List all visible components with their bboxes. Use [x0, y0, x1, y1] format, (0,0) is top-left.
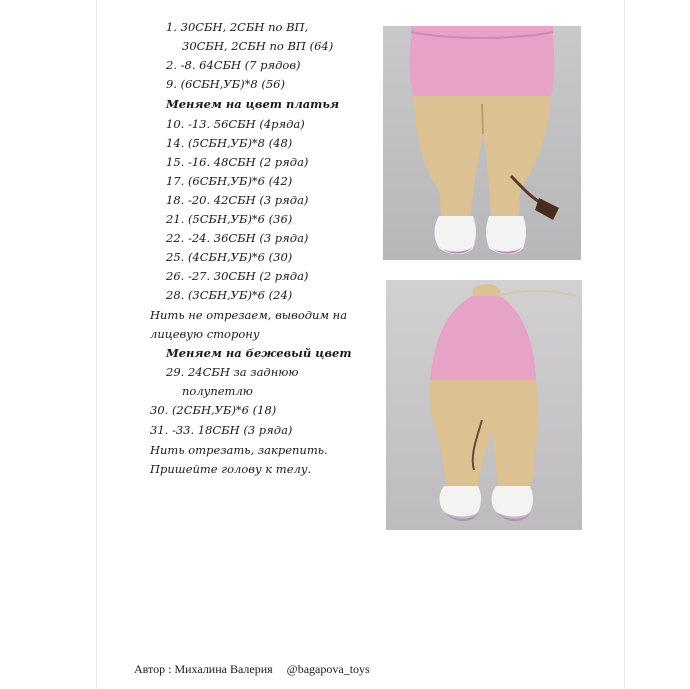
- pattern-line: лицевую сторону: [150, 327, 260, 341]
- pattern-line: 21. (5СБН,УБ)*6 (36): [166, 212, 293, 226]
- author-name: Автор : Михалина Валерия: [134, 662, 273, 676]
- pattern-line: Пришейте голову к телу.: [150, 462, 312, 476]
- author-credit: [134, 662, 370, 677]
- pattern-heading: Меняем на бежевый цвет: [166, 346, 352, 360]
- pattern-line: 30. (2СБН,УБ)*6 (18): [150, 403, 277, 417]
- pattern-line: 29. 24СБН за заднюю: [166, 365, 299, 379]
- pattern-line: 22. -24. 36СБН (3 ряда): [166, 231, 309, 245]
- pattern-line: 14. (5СБН,УБ)*8 (48): [166, 136, 293, 150]
- pattern-line: 17. (6СБН,УБ)*6 (42): [166, 174, 293, 188]
- pattern-line: 2. -8. 64СБН (7 рядов): [166, 58, 301, 72]
- pattern-line: 15. -16. 48СБН (2 ряда): [166, 155, 309, 169]
- pattern-line: 30СБН, 2СБН по ВП (64): [182, 39, 334, 53]
- pattern-line: Нить не отрезаем, выводим на: [150, 308, 348, 322]
- page-left-margin: [0, 0, 97, 689]
- pattern-line: 28. (3СБН,УБ)*6 (24): [166, 288, 293, 302]
- author-handle: @bagapova_toys: [286, 662, 370, 676]
- pattern-line: 31. -33. 18СБН (3 ряда): [150, 423, 293, 437]
- pattern-line: Нить отрезать, закрепить.: [150, 443, 328, 457]
- pattern-line: 18. -20. 42СБН (3 ряда): [166, 193, 309, 207]
- pattern-line: 1. 30СБН, 2СБН по ВП,: [166, 20, 309, 34]
- doll-body-side-photo: [386, 280, 582, 530]
- pattern-line: 25. (4СБН,УБ)*6 (30): [166, 250, 293, 264]
- pattern-line: 26. -27. 30СБН (2 ряда): [166, 269, 309, 283]
- pattern-heading: Меняем на цвет платья: [166, 97, 340, 111]
- page-right-margin: [624, 0, 690, 689]
- doll-legs-front-photo: [383, 26, 581, 260]
- pattern-line: полупетлю: [182, 384, 253, 398]
- pattern-line: 9. (6СБН,УБ)*8 (56): [166, 77, 285, 91]
- pattern-line: 10. -13. 56СБН (4ряда): [166, 117, 305, 131]
